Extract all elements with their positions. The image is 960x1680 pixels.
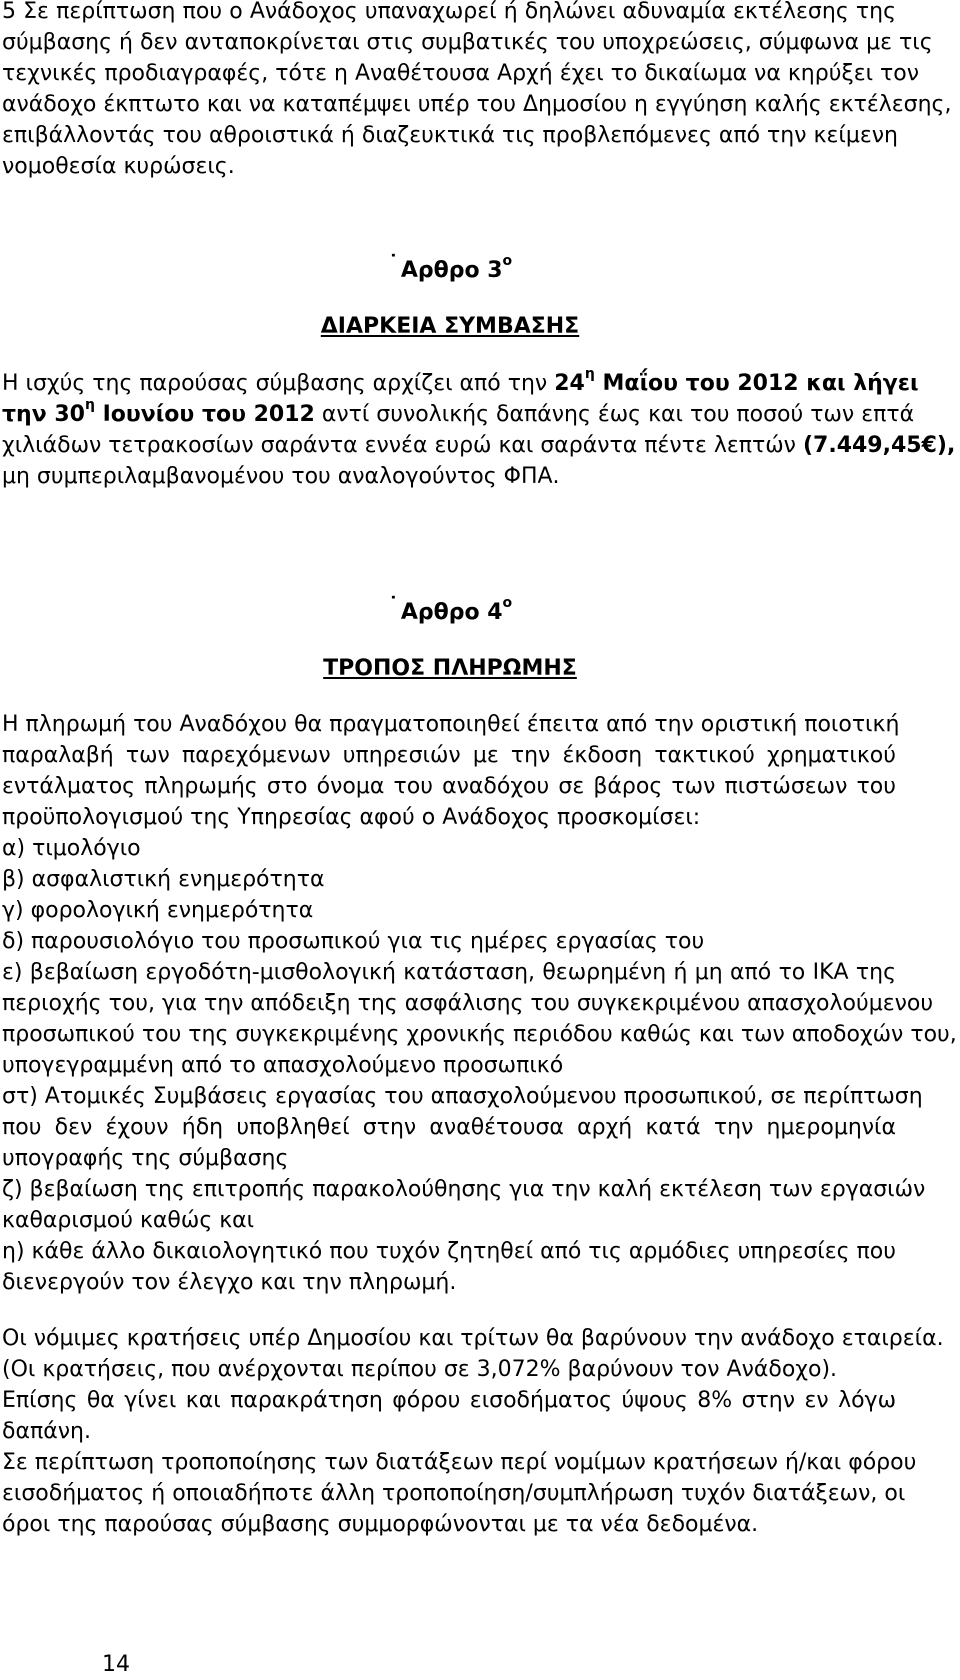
title-superscript: ο — [502, 594, 513, 611]
text-line: Σε περίπτωση τροποποίησης των διατάξεων περί νομίμων κρατήσεων ή/και φόρου — [2, 1450, 917, 1475]
article-3-title-text: Αρθρο 3 — [400, 258, 503, 283]
text-run: αντί συνολικής δαπάνης έως και του ποσού των επτά — [314, 402, 915, 427]
superscript: η — [84, 396, 95, 413]
text-line: (Οι κρατήσεις, που ανέρχονται περίπου σε 3,072% βαρύνουν τον Ανάδοχο). — [2, 1357, 838, 1382]
text-line: εισοδήματος ή οποιαδήποτε άλλη τροποποίηση/συμπλήρωση τυχόν διατάξεων, οι — [2, 1481, 906, 1506]
list-item: δ) παρουσιολόγιο του προσωπικού για τις ημέρες εργασίας του — [2, 929, 705, 954]
list-item: ζ) βεβαίωση της επιτροπής παρακολούθησης για την καλή εκτέλεση των εργασιών — [2, 1177, 926, 1202]
text-line: εντάλματος πληρωμής στο όνομα του αναδόχου σε βάρος των πιστώσεων του — [2, 774, 896, 799]
date-bold: Ιουνίου του 2012 — [94, 402, 315, 427]
text-line: υπογραφής της σύμβασης — [2, 1146, 289, 1171]
list-item: ε) βεβαίωση εργοδότη-μισθολογική κατάσταση, θεωρημένη ή μη από το ΙΚΑ της — [2, 960, 896, 985]
text-line: περιοχής του, για την απόδειξη της ασφάλισης του συγκεκριμένου απασχολούμενου — [2, 991, 934, 1016]
text-line: καθαρισμού καθώς και — [2, 1208, 255, 1233]
text-line: 5 Σε περίπτωση που ο Ανάδοχος υπαναχωρεί ή δηλώνει αδυναμία εκτέλεσης της — [2, 0, 896, 24]
title-dot: ˙ — [387, 252, 399, 277]
text-line: μη συμπεριλαμβανομένου του αναλογούντος ΦΠΑ. — [2, 464, 560, 489]
text-line: προσωπικού του της συγκεκριμένης χρονικής περιόδου καθώς και των αποδοχών του, — [2, 1022, 957, 1047]
list-item: στ) Ατομικές Συμβάσεις εργασίας του απασχολούμενου προσωπικού, σε περίπτωση — [2, 1084, 923, 1109]
text-line: Η πληρωμή του Αναδόχου θα πραγματοποιηθεί έπειτα από την οριστική ποιοτική — [2, 712, 900, 737]
list-item: β) ασφαλιστική ενημερότητα — [2, 867, 325, 892]
list-item: η) κάθε άλλο δικαιολογητικό που τυχόν ζητηθεί από τις αρμόδιες υπηρεσίες που — [2, 1239, 896, 1264]
title-superscript: ο — [502, 252, 513, 269]
text-line: όροι της παρούσας σύμβασης συμμορφώνονται με τα νέα δεδομένα. — [2, 1512, 759, 1537]
text-line: σύμβασης ή δεν ανταποκρίνεται στις συμβατικές του υποχρεώσεις, σύμφωνα με τις — [2, 30, 933, 55]
text-line: Οι νόμιμες κρατήσεις υπέρ Δημοσίου και τρίτων θα βαρύνουν την ανάδοχο εταιρεία. — [2, 1326, 944, 1351]
text-line: δαπάνη. — [2, 1419, 91, 1444]
text-line: επιβάλλοντάς του αθροιστικά ή διαζευκτικά τις προβλεπόμενες από την κείμενη — [2, 123, 898, 148]
text-line: παραλαβή των παρεχόμενων υπηρεσιών με την έκδοση τακτικού χρηματικού — [2, 743, 896, 768]
superscript: η — [584, 365, 595, 382]
text-line: τεχνικές προδιαγραφές, τότε η Αναθέτουσα Αρχή έχει το δικαίωμα να κηρύξει τον — [2, 61, 920, 86]
article-3-title — [0, 252, 900, 286]
article-4-title — [0, 594, 900, 628]
date-bold: την 30 — [2, 402, 85, 427]
text-line: Επίσης θα γίνει και παρακράτηση φόρου εισοδήματος ύψους 8% στην εν λόγω — [2, 1388, 896, 1413]
text-run: Η ισχύς της παρούσας σύμβασης αρχίζει από την — [2, 371, 555, 396]
text-line — [2, 431, 956, 461]
amount-bold: (7.449,45€), — [802, 433, 956, 458]
text-run: χιλιάδων τετρακοσίων σαράντα εννέα ευρώ και σαράντα πέντε λεπτών — [2, 433, 803, 458]
date-bold: 24 — [554, 371, 585, 396]
list-item: α) τιμολόγιο — [2, 836, 141, 861]
date-bold: Μαΐου του 2012 και λήγει — [594, 371, 919, 396]
text-line: υπογεγραμμένη από το απασχολούμενο προσωπικό — [2, 1053, 564, 1078]
text-line: προϋπολογισμού της Υπηρεσίας αφού ο Ανάδοχος προσκομίσει: — [2, 805, 701, 830]
text-line: νομοθεσία κυρώσεις. — [2, 154, 235, 179]
article-4-subtitle: ΤΡΟΠΟΣ ΠΛΗΡΩΜΗΣ — [323, 656, 577, 681]
text-line — [2, 396, 915, 430]
page-number: 14 — [102, 1652, 130, 1677]
title-dot: ˙ — [387, 594, 399, 619]
text-line: που δεν έχουν ήδη υποβληθεί στην αναθέτουσα αρχή κατά την ημερομηνία — [2, 1115, 896, 1140]
text-line: διενεργούν τον έλεγχο και την πληρωμή. — [2, 1270, 457, 1295]
article-4-title-text: Αρθρο 4 — [400, 600, 503, 625]
text-line: ανάδοχο έκπτωτο και να καταπέμψει υπέρ του Δημοσίου η εγγύηση καλής εκτέλεσης, — [2, 92, 952, 117]
text-line — [2, 365, 919, 399]
article-3-subtitle: ΔΙΑΡΚΕΙΑ ΣΥΜΒΑΣΗΣ — [320, 314, 580, 339]
list-item: γ) φορολογική ενημερότητα — [2, 898, 314, 923]
